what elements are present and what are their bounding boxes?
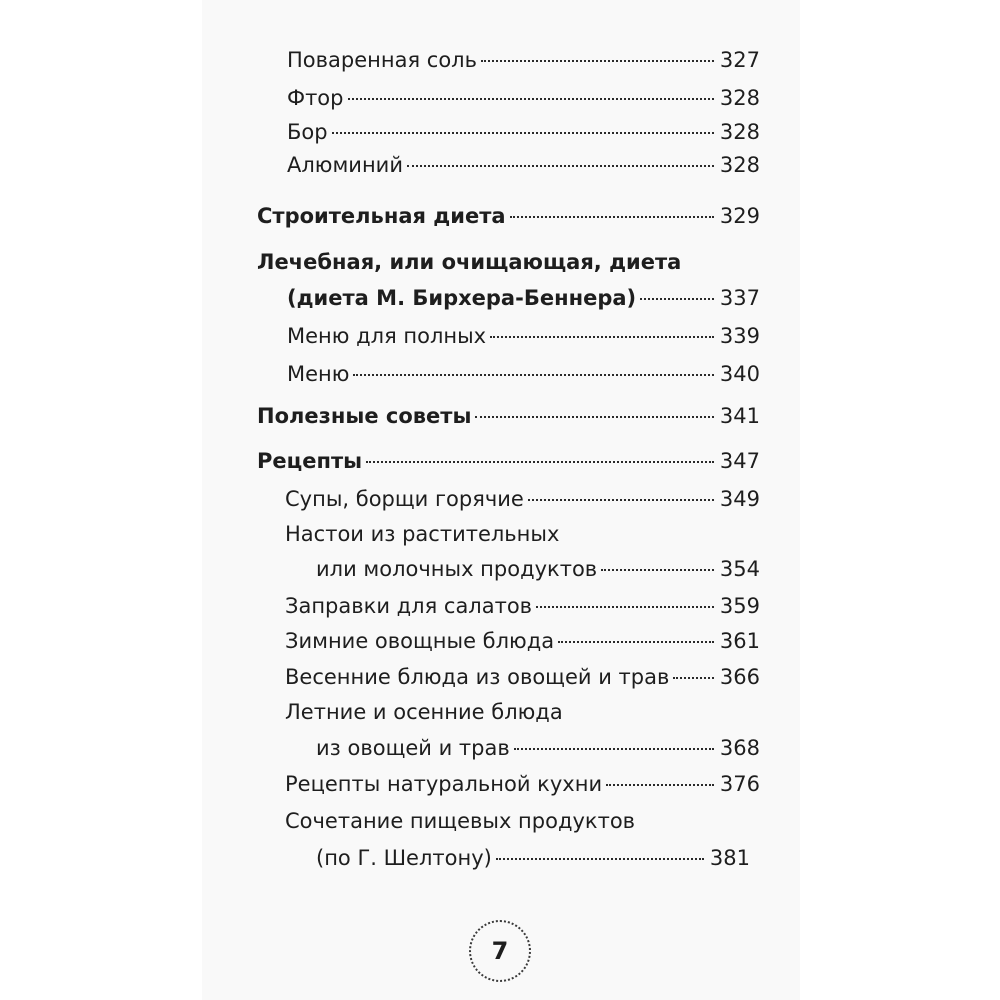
toc-entry-page: 339	[719, 324, 760, 348]
toc-entry-title: Алюминий	[287, 153, 403, 177]
toc-section-continuation	[287, 284, 760, 312]
toc-entry	[287, 360, 760, 388]
leader-dots	[528, 499, 714, 501]
toc-section-title: Лечебная, или очищающая, диета	[257, 250, 682, 274]
toc-entry	[287, 46, 760, 74]
toc-entry-page: 328	[719, 86, 760, 110]
page-number	[469, 920, 531, 982]
toc-entry-page: 368	[719, 736, 760, 760]
toc-entry-title: (по Г. Шелтону)	[316, 846, 492, 870]
toc-entry-page: 354	[719, 557, 760, 581]
toc-entry	[285, 663, 760, 691]
toc-entry	[287, 322, 760, 350]
leader-dots	[536, 606, 714, 608]
leader-dots	[496, 858, 704, 860]
leader-dots	[606, 784, 714, 786]
toc-entry-title: Настои из растительных	[285, 522, 560, 546]
toc-entry	[285, 770, 760, 798]
leader-dots	[510, 216, 714, 218]
toc-section-title: Строительная диета	[257, 204, 506, 228]
toc-entry	[285, 592, 760, 620]
toc-entry-page: 366	[719, 665, 760, 689]
toc-entry-page: 327	[719, 48, 760, 72]
toc-entry-page: 381	[709, 846, 750, 870]
toc-section-title: Полезные советы	[257, 404, 472, 428]
toc-section-title: Рецепты	[257, 449, 363, 473]
leader-dots	[475, 416, 713, 418]
toc-entry-title: Поваренная соль	[287, 48, 477, 72]
toc-entry	[285, 627, 760, 655]
toc-entry-page: 340	[719, 362, 760, 386]
toc-section-page: 347	[719, 449, 760, 473]
toc-section	[257, 402, 760, 430]
toc-entry-title: Супы, борщи горячие	[285, 487, 524, 511]
toc-entry-title: Меню	[287, 362, 350, 386]
leader-dots	[640, 298, 714, 300]
toc-entry-continuation	[316, 555, 760, 583]
toc-entry-page: 376	[719, 772, 760, 796]
toc-entry-continuation	[316, 734, 760, 762]
leader-dots	[353, 374, 713, 376]
toc-entry	[287, 118, 760, 146]
toc-section	[257, 202, 760, 230]
toc-section-page: 337	[719, 286, 760, 310]
toc-entry	[285, 807, 760, 835]
toc-entry-title: Сочетание пищевых продуктов	[285, 809, 636, 833]
leader-dots	[332, 132, 714, 134]
toc-section	[257, 248, 760, 276]
leader-dots	[514, 748, 714, 750]
toc-entry	[285, 485, 760, 513]
toc-entry-title: Зимние овощные блюда	[285, 629, 555, 653]
leader-dots	[348, 98, 714, 100]
toc-entry-title: Летние и осенние блюда	[285, 700, 563, 724]
toc-entry	[287, 84, 760, 112]
toc-entry-page: 359	[719, 594, 760, 618]
leader-dots	[481, 60, 714, 62]
toc-entry	[287, 151, 760, 179]
toc-entry-title: или молочных продуктов	[316, 557, 598, 581]
toc-section-page: 341	[719, 404, 760, 428]
leader-dots	[673, 677, 714, 679]
leader-dots	[490, 336, 714, 338]
toc-section-title: (диета М. Бирхера-Беннера)	[287, 286, 637, 310]
toc-entry-title: Весенние блюда из овощей и трав	[285, 665, 670, 689]
toc-entry	[285, 698, 760, 726]
toc-entry-title: Заправки для салатов	[285, 594, 533, 618]
leader-dots	[366, 461, 714, 463]
toc-section	[257, 447, 760, 475]
leader-dots	[558, 641, 714, 643]
toc-entry	[285, 520, 760, 548]
leader-dots	[407, 165, 714, 167]
leader-dots	[601, 569, 714, 571]
toc-entry-title: из овощей и трав	[316, 736, 510, 760]
toc-section-page: 329	[719, 204, 760, 228]
toc-entry-title: Рецепты натуральной кухни	[285, 772, 603, 796]
page-number-value: 7	[491, 937, 509, 965]
toc-entry-title: Фтор	[287, 86, 344, 110]
toc-entry-page: 328	[719, 153, 760, 177]
toc-entry-page: 361	[719, 629, 760, 653]
toc-entry-title: Бор	[287, 120, 328, 144]
toc-entry-continuation	[316, 844, 750, 872]
toc-entry-page: 328	[719, 120, 760, 144]
toc-entry-page: 349	[719, 487, 760, 511]
toc-entry-title: Меню для полных	[287, 324, 487, 348]
